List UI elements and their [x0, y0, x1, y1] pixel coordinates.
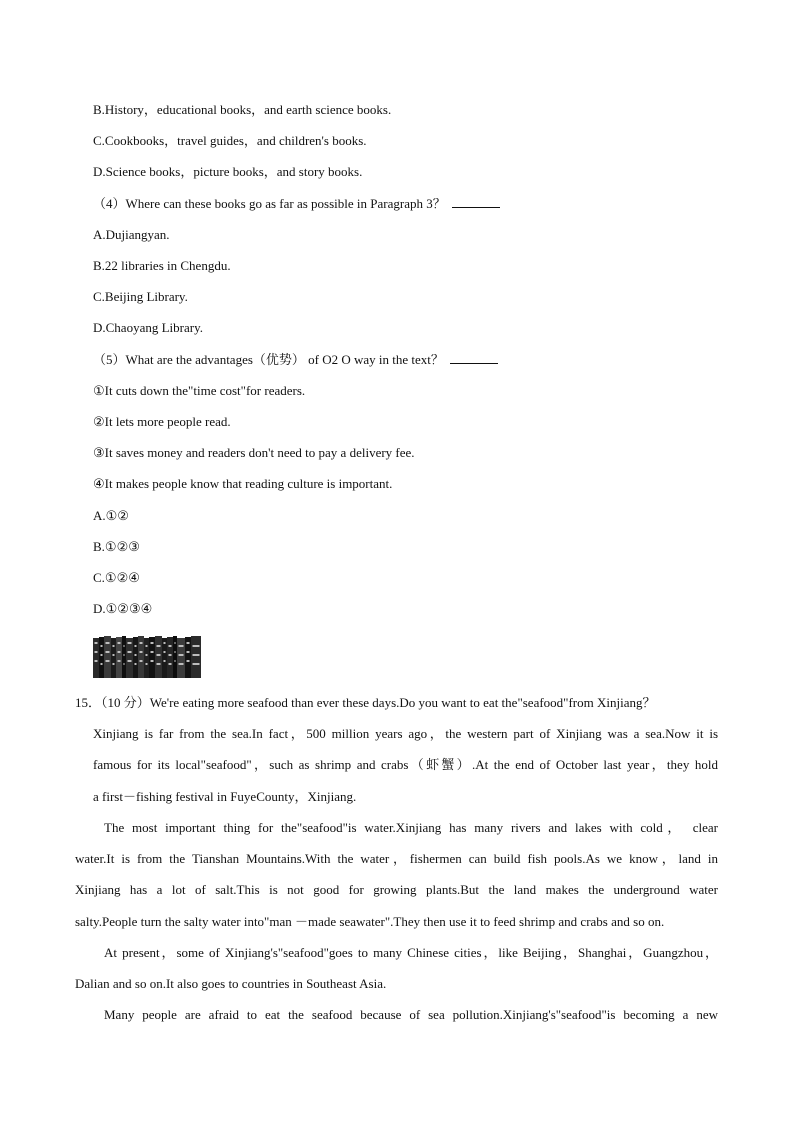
book-spine-mark [140, 660, 143, 662]
q5-statement-3: ③It saves money and readers don't need to pay a delivery fee. [93, 445, 415, 460]
book-spine-mark [164, 660, 166, 662]
book-spine-mark [101, 645, 103, 647]
book-spine-mark [157, 654, 161, 656]
book-spine-mark [151, 660, 154, 662]
book-spine-mark [118, 660, 121, 662]
book-spine-mark [179, 645, 184, 647]
q5-option-b: B.①②③ [93, 539, 140, 554]
book-spine-mark [169, 645, 172, 647]
q5-statement-4: ④It makes people know that reading culture is important. [93, 476, 393, 491]
book-spine-mark [128, 642, 132, 644]
book-spine-mark [95, 651, 98, 653]
book-spine-mark [175, 651, 176, 653]
book-spine-mark [169, 654, 172, 656]
book-spine-mark [193, 663, 200, 665]
q4-option-b: B.22 libraries in Chengdu. [93, 258, 231, 273]
q4-option-c: C.Beijing Library. [93, 289, 188, 304]
q15-para2-line-2: water.It is from the Tianshan Mountains.With the water，fishermen can build fish pools.As we know，land in [75, 851, 718, 866]
q3-option-d: D.Science books，picture books，and story books. [93, 164, 363, 179]
q5-option-d: D.①②③④ [93, 601, 153, 616]
q15-intro-line-1: 15．（10 分）We're eating more seafood than ever these days.Do you want to eat the"seafood"from Xinjiang？ [75, 695, 656, 710]
book-spine-mark [128, 660, 132, 662]
q4-option-a: A.Dujiangyan. [93, 227, 170, 242]
book-spine-mark [135, 654, 137, 656]
book-spine [177, 638, 185, 678]
book-spine-mark [187, 660, 190, 662]
q4-answer-blank [452, 206, 500, 208]
book-spine-mark [113, 663, 115, 665]
q5-statement-1: ①It cuts down the"time cost"for readers. [93, 383, 306, 398]
q5-question-text: （5）What are the advantages（优势） of O2 O way in the text？ [93, 352, 444, 367]
book-spine-mark [179, 654, 184, 656]
book-spine-mark [106, 660, 110, 662]
q15-para2-line-1: The most important thing for the"seafood"is water.Xinjiang has many rivers and lakes with cold， clear [104, 820, 718, 835]
book-spine [99, 637, 104, 678]
book-spine-mark [146, 645, 148, 647]
q15-intro-line-2: Xinjiang is far from the sea.In fact，500 million years ago，the western part of Xinjiang was a sea.Now it is [93, 726, 718, 741]
book-spine-mark [187, 651, 190, 653]
book-spine [167, 637, 173, 678]
book-spine [111, 638, 116, 678]
book-spine-mark [164, 651, 166, 653]
book-spine-mark [124, 645, 125, 647]
book-spine [133, 637, 138, 678]
book-spine-mark [106, 651, 110, 653]
book-spine-mark [95, 660, 98, 662]
q15-para3-line-1: At present，some of Xinjiang's"seafood"goes to many Chinese cities，like Beijing，Shanghai，Guangzhou， [104, 945, 718, 960]
q4-question-text: （4）Where can these books go as far as possible in Paragraph 3？ [93, 196, 446, 211]
book-spine-mark [113, 645, 115, 647]
book-spine [122, 636, 126, 678]
book-spine-mark [169, 663, 172, 665]
book-spine-mark [193, 654, 200, 656]
q5-answer-blank [450, 362, 498, 364]
q15-para4-line-1: Many people are afraid to eat the seafood because of sea pollution.Xinjiang's"seafood"is becoming a new [104, 1007, 718, 1022]
book-spine-mark [179, 663, 184, 665]
book-spine-mark [140, 642, 143, 644]
q5-option-c: C.①②④ [93, 570, 140, 585]
book-spine-mark [157, 645, 161, 647]
book-spine [155, 636, 162, 678]
book-spine [191, 636, 201, 678]
book-spine-mark [175, 660, 176, 662]
book-spine-mark [187, 642, 190, 644]
book-spine-mark [151, 642, 154, 644]
book-spine-mark [128, 651, 132, 653]
book-spine-mark [106, 642, 110, 644]
q4-question [93, 196, 500, 212]
q3-option-c: C.Cookbooks，travel guides，and children's books. [93, 133, 367, 148]
q15-intro-line-4: a first－fishing festival in FuyeCounty，Xinjiang. [93, 789, 357, 804]
book-spine-mark [135, 663, 137, 665]
book-spine-mark [101, 663, 103, 665]
book-spine-mark [118, 642, 121, 644]
book-spine-mark [113, 654, 115, 656]
book-spine-mark [135, 645, 137, 647]
q15-para2-line-4: salty.People turn the salty water into"man －made seawater".They then use it to feed shrimp and crabs and so on. [75, 914, 665, 929]
q15-intro-line-3: famous for its local"seafood"，such as shrimp and crabs（虾蟹）.At the end of October last year，they hold [93, 757, 718, 772]
q5-option-a: A.①② [93, 508, 129, 523]
book-spine-mark [140, 651, 143, 653]
book-spine-mark [124, 663, 125, 665]
q15-para2-line-3: Xinjiang has a lot of salt.This is not good for growing plants.But the land makes the underground water [75, 882, 718, 897]
book-spine-mark [164, 642, 166, 644]
book-spine-mark [124, 654, 125, 656]
book-spine-mark [157, 663, 161, 665]
book-spine-mark [146, 663, 148, 665]
book-spine-mark [95, 642, 98, 644]
q15-para3-line-2: Dalian and so on.It also goes to countries in Southeast Asia. [75, 976, 387, 991]
q5-question [93, 352, 498, 368]
book-spine-mark [118, 651, 121, 653]
book-spine-mark [151, 651, 154, 653]
q4-option-d: D.Chaoyang Library. [93, 320, 203, 335]
book-spine [144, 638, 149, 678]
book-spine-mark [193, 645, 200, 647]
bookshelf-image [93, 632, 205, 678]
q5-statement-2: ②It lets more people read. [93, 414, 231, 429]
q3-option-b: B.History，educational books，and earth science books. [93, 102, 392, 117]
book-spine-mark [146, 654, 148, 656]
book-spine-mark [175, 642, 176, 644]
book-spine-mark [101, 654, 103, 656]
